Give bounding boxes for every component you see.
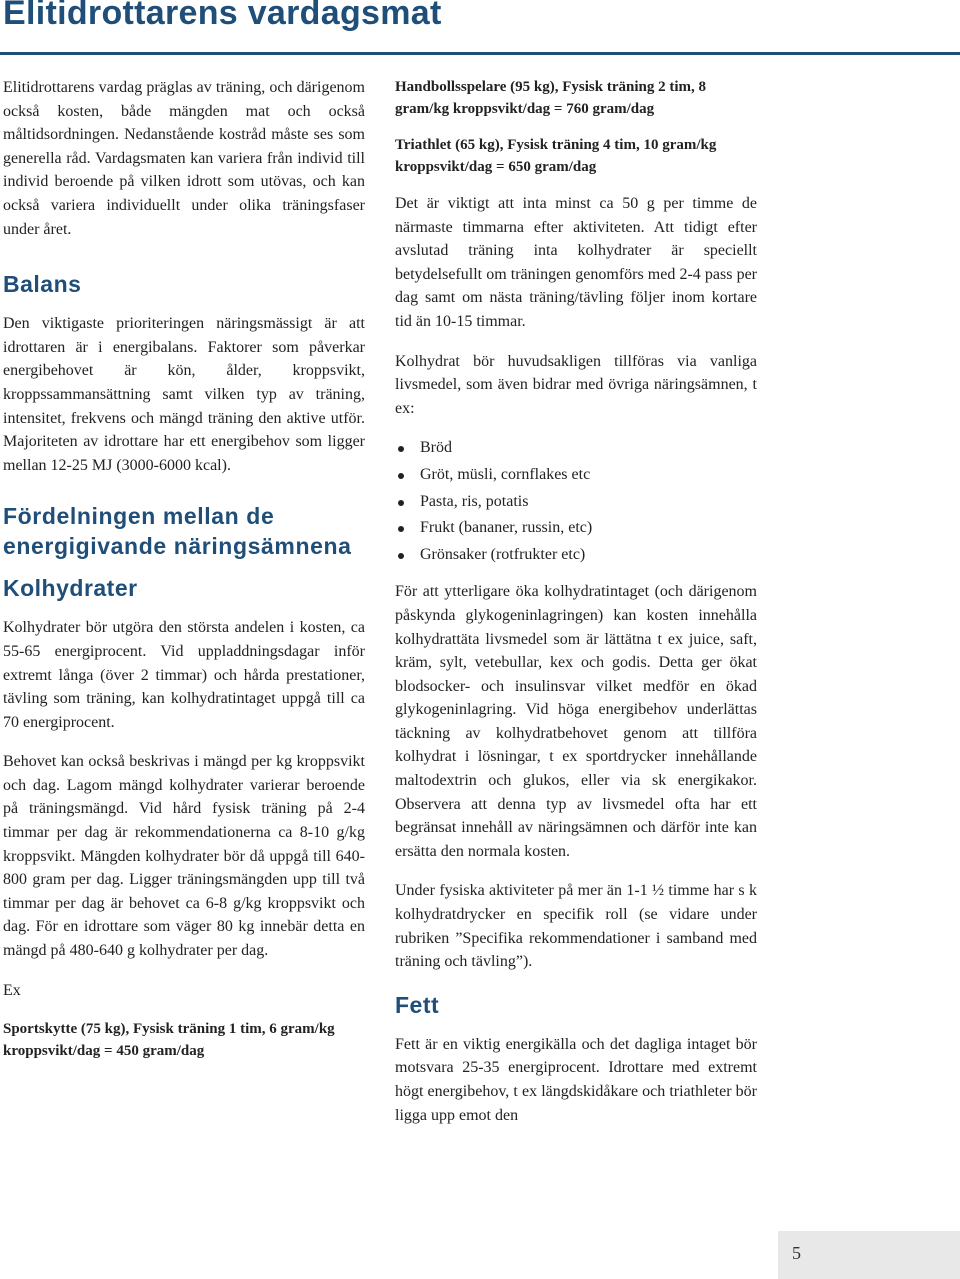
page-number: 5 [792,1243,801,1263]
list-item-text: Gröt, müsli, cornflakes etc [420,465,591,483]
list-item [395,490,757,514]
balans-heading: Balans [3,271,82,298]
fordelning-heading: Fördelningen mellan de energigivande näringsämnena [3,503,352,560]
increase-paragraph: För att ytterligare öka kolhydratintaget (och därigenom påskynda glykogeninlagringen) kan kosten innehålla kolhydrattäta livsmedel som är lättätna t ex juice, saft, kräm, sylt, vetebullar, kex och godis. Detta ger ökat blodsocker- och insulinsvar vilket medför en ökad glykogeninlagring. Vid höga energibehov underlättas täckning av kolhydratbehovet genom att tillföra kolhydrat i lösningar, t ex sportdrycker innehållande maltodextrin och glukos, eller via sk energikakor. Observera att denna typ av livsmedel ofta har ett begränsat innehåll av näringsämnen och därför inte kan ersätta den normala kosten. [395,583,757,860]
list-item [395,516,757,540]
bullet-icon [398,473,404,479]
list-item [395,463,757,487]
left-column [3,76,365,1076]
page-number-box [778,1231,960,1279]
example-triathlet: Triathlet (65 kg), Fysisk träning 4 tim, 10 gram/kg kroppsvikt/dag = 650 gram/dag [395,137,717,175]
bullet-icon [398,446,404,452]
page-title: Elitidrottarens vardagsmat [3,0,442,32]
list-item-text: Pasta, ris, potatis [420,492,529,510]
bullet-icon [398,553,404,559]
food-list [395,436,757,566]
example-label: Ex [3,981,21,999]
kolhydrater-heading: Kolhydrater [3,575,138,602]
timing-paragraph: Det är viktigt att inta minst ca 50 g per timme de närmaste timmarna efter aktiviteten. Att tidigt efter avslutad träning inta kolhydrater är speciellt betydelsefullt om träningen genomförs med 2-4 pass per dag samt om nästa träning/tävling följer inom kortare tid än 10-15 timmar. [395,195,757,330]
list-item [395,436,757,460]
list-item [395,543,757,567]
list-item-text: Frukt (bananer, russin, etc) [420,519,593,537]
example-handboll: Handbollsspelare (95 kg), Fysisk träning 2 tim, 8 gram/kg kroppsvikt/dag = 760 gram/dag [395,79,707,117]
sources-paragraph: Kolhydrat bör huvudsakligen tillföras via vanliga livsmedel, som även bidrar med övriga näringsämnen, t ex: [395,352,757,417]
list-item-text: Bröd [420,439,452,457]
title-bar [0,0,960,55]
bullet-icon [398,526,404,532]
activity-paragraph: Under fysiska aktiviteter på mer än 1-1 ½ timme har s k kolhydratdrycker en specifik roll (se vidare under rubriken ”Specifika rekommendationer i samband med träning och tävling”). [395,882,757,971]
fett-heading: Fett [395,991,440,1018]
kolhydrater-paragraph-2: Behovet kan också beskrivas i mängd per kg kroppsvikt och dag. Lagom mängd kolhydrater varierar beroende på träningsmängd. Vid hård fysisk träning på 2-4 timmar per dag är rekommendationerna ca 8-10 g/kg kroppsvikt. Mängden kolhydrater bör då uppgå till 640-800 gram per dag. Ligger träningsmängden upp till två timmar per dag är behovet ca 6-8 g/kg kroppsvikt och dag. För en idrottare som väger 80 kg innebär detta en mängd på 480-640 g kolhydrater per dag. [3,753,365,960]
kolhydrater-paragraph-1: Kolhydrater bör utgöra den största andelen i kosten, ca 55-65 energiprocent. Vid uppladdningsdagar inför extremt långa (över 2 timmar) och hårda prestationer, tävling som träning, kan kolhydratintaget uppgå till ca 70 energiprocent. [3,619,365,731]
list-item-text: Grönsaker (rotfrukter etc) [420,545,586,563]
fett-paragraph: Fett är en viktig energikälla och det dagliga intaget bör motsvara 25-35 energiprocent. Idrottare med extremt högt energibehov, t ex längdskidåkare och triathleter bör ligga upp emot den [395,1035,757,1124]
bullet-icon [398,500,404,506]
intro-paragraph: Elitidrottarens vardag präglas av träning, och därigenom också kosten, både mängden mat och också måltidsordningen. Nedanstående kostråd måste ses som generella råd. Vardagsmaten kan variera från individ till individ beroende på vilken idrott som utövas, och kan också variera individuellt under olika träningsfaser under året. [3,79,365,238]
balans-paragraph: Den viktigaste prioriteringen näringsmässigt är att idrottaren är i energibalans. Faktorer som påverkar energibehovet är kön, ålder, kroppsvikt, kroppssammansättning samt vilken typ av träning, intensitet, frekvens och mängd träning den aktive utför. Majoriteten av idrottare har ett energibehov som ligger mellan 12-25 MJ (3000-6000 kcal). [3,315,365,474]
example-sportskytte: Sportskytte (75 kg), Fysisk träning 1 tim, 6 gram/kg kroppsvikt/dag = 450 gram/dag [3,1021,335,1060]
right-column [395,76,757,1143]
